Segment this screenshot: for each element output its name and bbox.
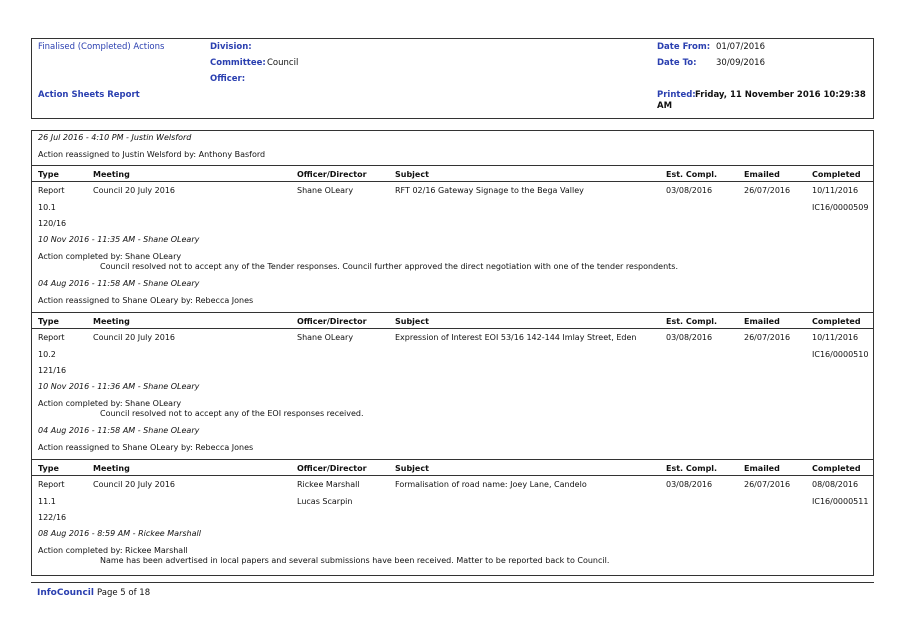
column-header-row <box>32 459 873 476</box>
action-officer: Shane OLeary <box>297 186 354 195</box>
date-from-label: Date From: <box>657 42 711 52</box>
history-note: Council resolved not to accept any of the Tender responses. Council further approved the direct negotiation with one of the tender respondents. <box>100 262 678 271</box>
col-meeting: Meeting <box>93 170 130 179</box>
history-note: Council resolved not to accept any of the EOI responses received. <box>100 409 364 418</box>
action-completed-ref: IC16/0000509 <box>812 203 869 212</box>
history-stamp: 04 Aug 2016 - 11:58 AM - Shane OLeary <box>38 279 200 288</box>
action-completed-ref: IC16/0000511 <box>812 497 869 506</box>
committee-value: Council <box>267 58 299 68</box>
action-emailed: 26/07/2016 <box>744 480 791 489</box>
col-completed: Completed <box>812 317 861 326</box>
action-item: 10.1 <box>38 203 56 212</box>
col-completed: Completed <box>812 464 861 473</box>
history-text: Action reassigned to Justin Welsford by: Anthony Basford <box>38 150 266 159</box>
printed-ampm: AM <box>657 101 673 111</box>
brand-name: InfoCouncil <box>37 588 94 598</box>
history-text: Action reassigned to Shane OLeary by: Rebecca Jones <box>38 443 254 452</box>
action-completed: 08/08/2016 <box>812 480 859 489</box>
action-officer: Shane OLeary <box>297 333 354 342</box>
action-est: 03/08/2016 <box>666 333 713 342</box>
col-emailed: Emailed <box>744 464 780 473</box>
col-meeting: Meeting <box>93 317 130 326</box>
action-subject: Expression of Interest EOI 53/16 142-144 Imlay Street, Eden <box>395 333 637 342</box>
col-subject: Subject <box>395 464 429 473</box>
action-meeting: Council 20 July 2016 <box>93 333 176 342</box>
division-label: Division: <box>210 42 252 52</box>
col-meeting: Meeting <box>93 464 130 473</box>
column-header-row <box>32 312 873 329</box>
action-completed-ref: IC16/0000510 <box>812 350 869 359</box>
committee-label: Committee: <box>210 58 266 68</box>
action-est: 03/08/2016 <box>666 186 713 195</box>
col-subject: Subject <box>395 317 429 326</box>
action-est: 03/08/2016 <box>666 480 713 489</box>
history-text: Action reassigned to Shane OLeary by: Rebecca Jones <box>38 296 254 305</box>
action-meeting: Council 20 July 2016 <box>93 186 176 195</box>
action-subject: RFT 02/16 Gateway Signage to the Bega Valley <box>395 186 584 195</box>
history-completed-by: Action completed by: Rickee Marshall <box>38 546 188 555</box>
action-ref: 122/16 <box>38 513 67 522</box>
history-note: Name has been advertised in local papers and several submissions have been received. Matter to be reported back to Council. <box>100 556 610 565</box>
action-type: Report <box>38 186 65 195</box>
action-type: Report <box>38 333 65 342</box>
date-from-value: 01/07/2016 <box>716 42 765 52</box>
report-subtitle: Action Sheets Report <box>38 90 140 100</box>
action-emailed: 26/07/2016 <box>744 333 791 342</box>
report-name: Finalised (Completed) Actions <box>38 42 165 52</box>
col-officer: Officer/Director <box>297 317 367 326</box>
history-stamp: 10 Nov 2016 - 11:35 AM - Shane OLeary <box>38 235 200 244</box>
col-officer: Officer/Director <box>297 170 367 179</box>
action-officer-secondary: Lucas Scarpin <box>297 497 353 506</box>
printed-label: Printed: <box>657 90 696 100</box>
date-to-value: 30/09/2016 <box>716 58 765 68</box>
history-completed-by: Action completed by: Shane OLeary <box>38 252 182 261</box>
page-number: Page 5 of 18 <box>97 588 151 598</box>
action-ref: 121/16 <box>38 366 67 375</box>
history-stamp: 04 Aug 2016 - 11:58 AM - Shane OLeary <box>38 426 200 435</box>
col-type: Type <box>38 170 59 179</box>
action-item: 10.2 <box>38 350 56 359</box>
date-to-label: Date To: <box>657 58 697 68</box>
action-meeting: Council 20 July 2016 <box>93 480 176 489</box>
action-officer: Rickee Marshall <box>297 480 360 489</box>
col-officer: Officer/Director <box>297 464 367 473</box>
history-stamp: 08 Aug 2016 - 8:59 AM - Rickee Marshall <box>38 529 201 538</box>
page-footer <box>31 582 874 598</box>
report-header <box>31 38 874 119</box>
col-completed: Completed <box>812 170 861 179</box>
action-completed: 10/11/2016 <box>812 333 859 342</box>
history-stamp: 26 Jul 2016 - 4:10 PM - Justin Welsford <box>38 133 192 142</box>
action-item: 11.1 <box>38 497 56 506</box>
col-subject: Subject <box>395 170 429 179</box>
col-est: Est. Compl. <box>666 170 718 179</box>
history-stamp: 10 Nov 2016 - 11:36 AM - Shane OLeary <box>38 382 200 391</box>
actions-table <box>31 130 874 576</box>
action-ref: 120/16 <box>38 219 67 228</box>
col-type: Type <box>38 464 59 473</box>
printed-value: Friday, 11 November 2016 10:29:38 <box>695 90 866 100</box>
col-emailed: Emailed <box>744 317 780 326</box>
col-est: Est. Compl. <box>666 464 718 473</box>
action-type: Report <box>38 480 65 489</box>
action-emailed: 26/07/2016 <box>744 186 791 195</box>
col-emailed: Emailed <box>744 170 780 179</box>
action-subject: Formalisation of road name: Joey Lane, Candelo <box>395 480 587 489</box>
column-header-row <box>32 165 873 182</box>
col-est: Est. Compl. <box>666 317 718 326</box>
action-completed: 10/11/2016 <box>812 186 859 195</box>
officer-label: Officer: <box>210 74 246 84</box>
col-type: Type <box>38 317 59 326</box>
history-completed-by: Action completed by: Shane OLeary <box>38 399 182 408</box>
